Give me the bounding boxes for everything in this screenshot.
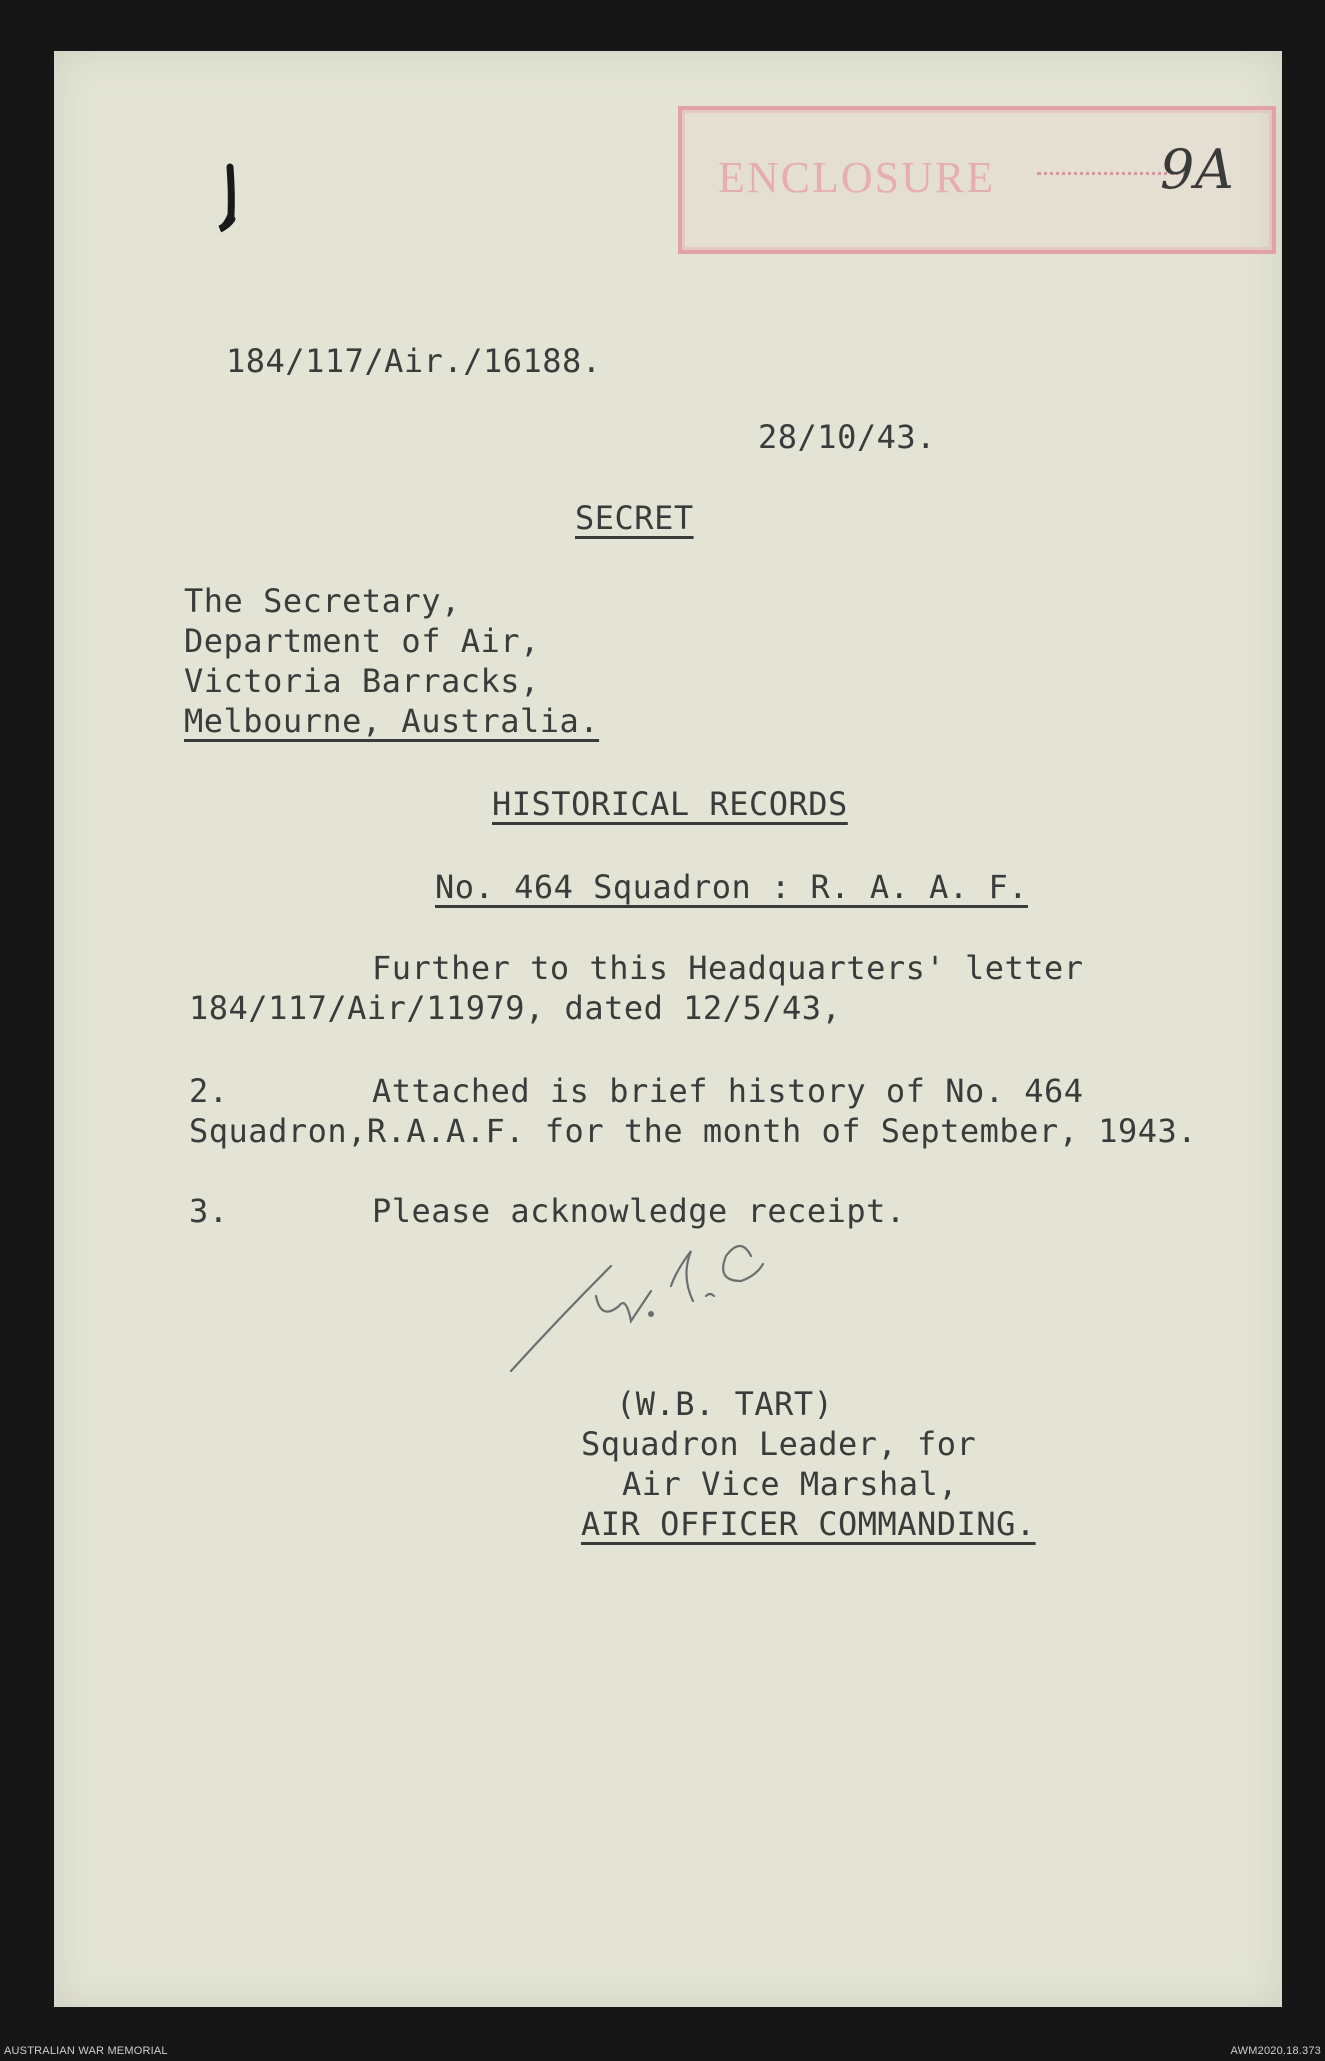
letter-date: 28/10/43. — [758, 418, 936, 456]
paragraph-1-line-2: 184/117/Air/11979, dated 12/5/43, — [189, 989, 842, 1027]
footer-accession-number: AWM2020.18.373 — [1230, 2045, 1321, 2057]
paragraph-2-line-2: Squadron,R.A.A.F. for the month of September, 1943. — [189, 1112, 1198, 1150]
addressee-line-2: Department of Air, — [184, 622, 540, 660]
stamp-handwritten-number: 9A — [1160, 138, 1235, 201]
paragraph-2-number: 2. — [189, 1072, 229, 1110]
signatory-rank: Squadron Leader, for — [581, 1425, 977, 1463]
addressee-line-4: Melbourne, Australia. — [184, 702, 600, 740]
paragraph-2-line-1: Attached is brief history of No. 464 — [372, 1072, 1084, 1110]
document-page — [54, 51, 1282, 2007]
paragraph-1-line-1: Further to this Headquarters' letter — [372, 949, 1084, 987]
stamp-label: ENCLOSURE — [718, 153, 996, 202]
signatory-name: (W.B. TART) — [616, 1385, 834, 1423]
paragraph-3-number: 3. — [189, 1192, 229, 1230]
footer-archive-name: AUSTRALIAN WAR MEMORIAL — [4, 2045, 168, 2057]
handwritten-signature — [501, 1226, 791, 1376]
unit-heading: No. 464 Squadron : R. A. A. F. — [435, 868, 1028, 906]
signatory-for-title: Air Vice Marshal, — [622, 1465, 959, 1503]
ink-mark-icon — [218, 163, 240, 233]
enclosure-stamp — [678, 106, 1276, 254]
addressee-line-1: The Secretary, — [184, 582, 461, 620]
paragraph-3-text: Please acknowledge receipt. — [372, 1192, 906, 1230]
subject-heading: HISTORICAL RECORDS — [492, 785, 848, 823]
reference-number: 184/117/Air./16188. — [226, 342, 602, 380]
classification-heading: SECRET — [575, 499, 694, 537]
signatory-command: AIR OFFICER COMMANDING. — [581, 1505, 1036, 1543]
addressee-line-3: Victoria Barracks, — [184, 662, 540, 700]
